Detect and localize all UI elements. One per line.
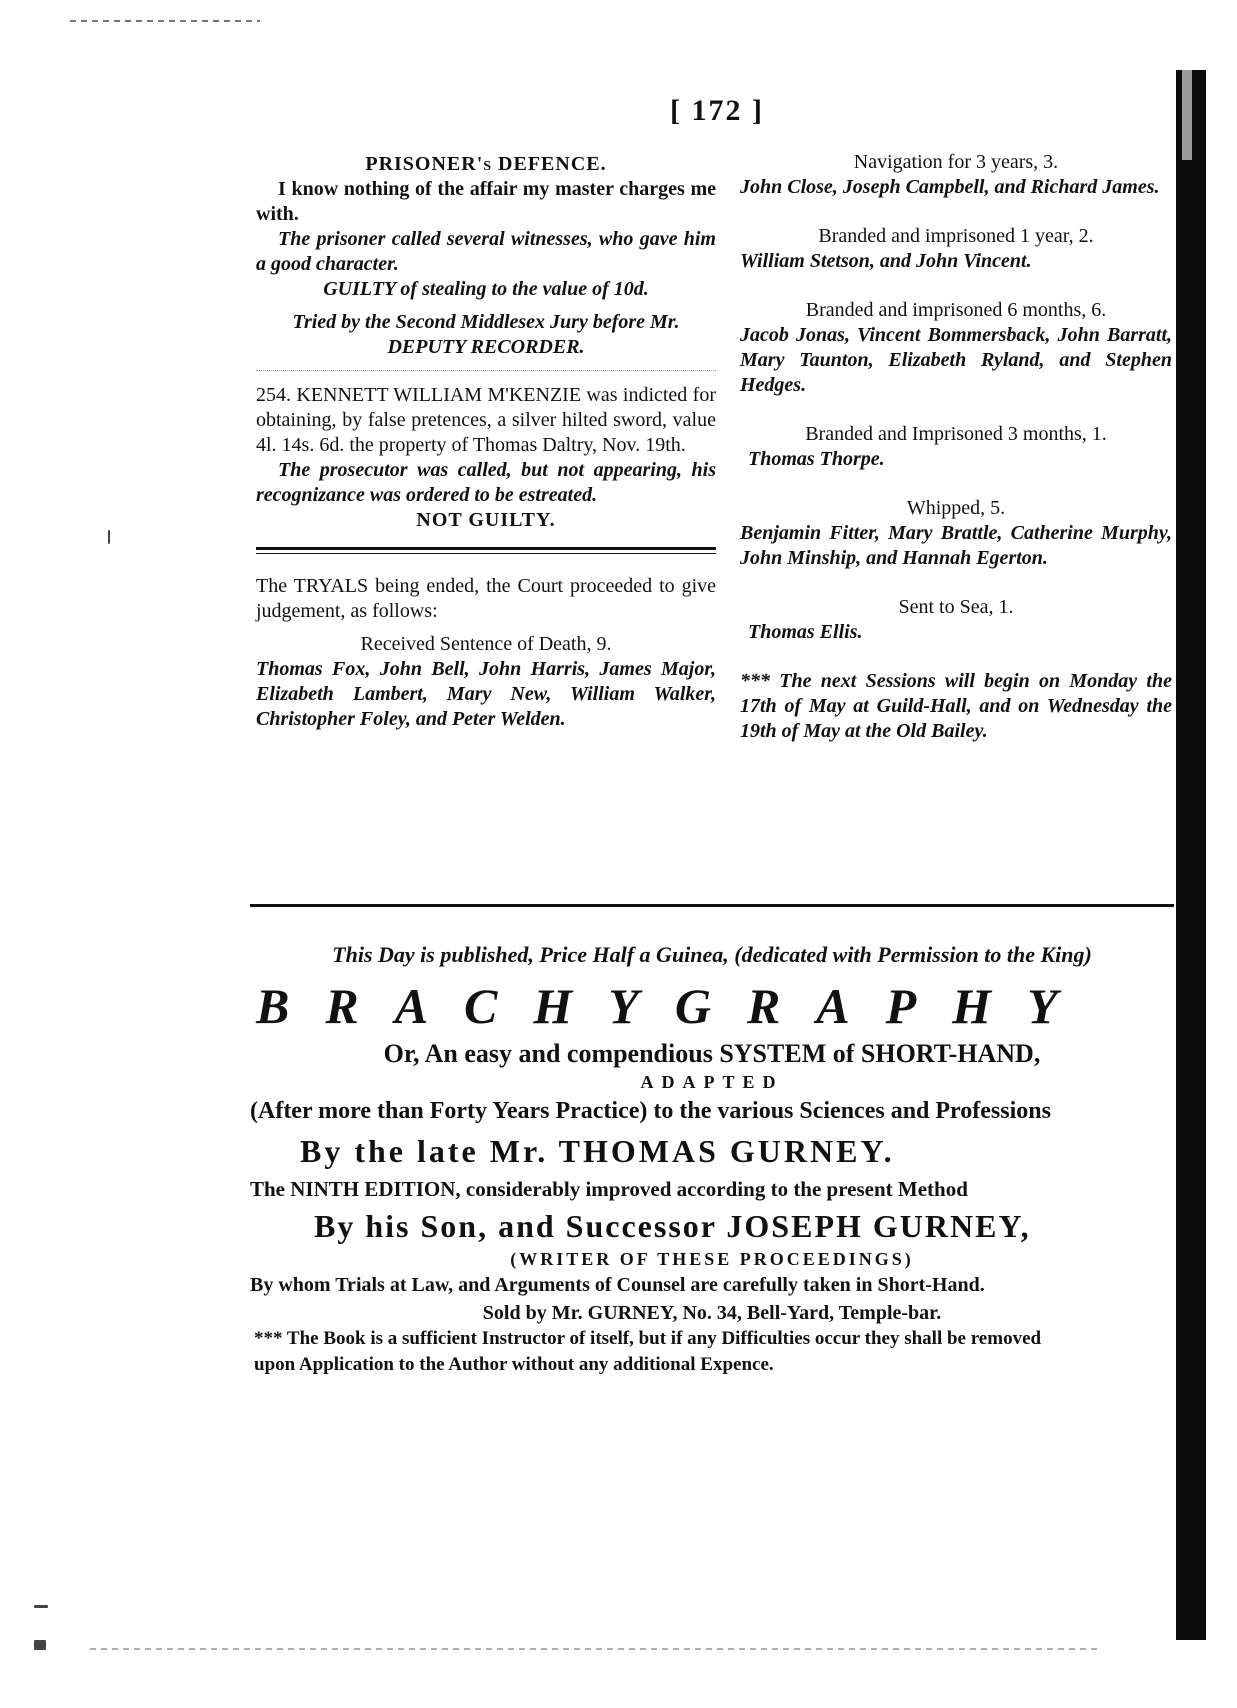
- ad-note: *** The Book is a sufficient Instructor of itself, but if any Difficulties occur they shall be removed upon Application to the Author without any additional Expence.: [254, 1328, 1042, 1375]
- scan-noise-top: [70, 20, 260, 22]
- branded-6mo-heading: Branded and imprisoned 6 months, 6.: [805, 299, 1107, 321]
- ad-writer: (WRITER OF THESE PROCEEDINGS): [510, 1249, 914, 1269]
- scan-speck: [34, 1605, 48, 1608]
- ad-adapted: ADAPTED: [640, 1072, 784, 1092]
- scan-noise-bottom: [90, 1648, 1100, 1650]
- verdict-text: GUILTY of stealing to the value of 10d.: [323, 278, 649, 300]
- ad-subtitle: Or, An easy and compendious SYSTEM of SHORT-HAND,: [383, 1039, 1041, 1068]
- section-divider: [256, 360, 716, 371]
- navigation-heading: Navigation for 3 years, 3.: [853, 151, 1059, 173]
- sent-to-sea-heading: Sent to Sea, 1.: [898, 596, 1014, 618]
- ad-dedication: This Day is published, Price Half a Guinea, (dedicated with Permission to the King): [332, 942, 1092, 967]
- left-column: [256, 152, 716, 732]
- ad-author: By the late Mr. THOMAS GURNEY.: [300, 1133, 895, 1169]
- not-guilty-verdict: NOT GUILTY.: [416, 509, 556, 531]
- branded-3mo-heading: Branded and Imprisoned 3 months, 1.: [805, 423, 1107, 445]
- advertisement: [250, 940, 1174, 1378]
- whipped-names: Benjamin Fitter, Mary Brattle, Catherine Murphy, John Minship, and Hannah Egerton.: [740, 522, 1172, 569]
- column-end-rule: [256, 547, 716, 554]
- death-sentence-names: Thomas Fox, John Bell, John Harris, James Major, Elizabeth Lambert, Mary New, William Walker, Christopher Foley, and Peter Welden.: [256, 658, 716, 730]
- scan-speck: [108, 530, 110, 544]
- branded-6mo-names: Jacob Jonas, Vincent Bommersback, John Barratt, Mary Taunton, Elizabeth Ryland, and Stephen Hedges.: [740, 324, 1172, 396]
- defence-heading: PRISONER's DEFENCE.: [365, 153, 607, 175]
- branded-1yr-names: William Stetson, and John Vincent.: [740, 250, 1032, 272]
- navigation-names: John Close, Joseph Campbell, and Richard James.: [740, 176, 1160, 198]
- tryals-ended-text: The TRYALS being ended, the Court proceeded to give judgement, as follows:: [256, 575, 716, 622]
- branded-1yr-heading: Branded and imprisoned 1 year, 2.: [818, 225, 1094, 247]
- right-column: [740, 150, 1172, 744]
- death-sentence-heading: Received Sentence of Death, 9.: [360, 633, 612, 655]
- case-254-text: 254. KENNETT WILLIAM M'KENZIE was indicted for obtaining, by false pretences, a silver hilted sword, value 4l. 14s. 6d. the property of Thomas Daltry, Nov. 19th.: [256, 384, 716, 456]
- ad-trials: By whom Trials at Law, and Arguments of Counsel are carefully taken in Short-Hand.: [250, 1274, 985, 1296]
- witnesses-text: The prisoner called several witnesses, who gave him a good character.: [256, 228, 716, 275]
- ad-title: BRACHYGRAPHY: [256, 978, 1094, 1034]
- defence-text: I know nothing of the affair my master charges me with.: [256, 178, 716, 225]
- ad-after-practice: (After more than Forty Years Practice) to the various Sciences and Professions: [250, 1098, 1051, 1124]
- branded-3mo-names: Thomas Thorpe.: [748, 448, 885, 470]
- scan-speck: [34, 1640, 46, 1650]
- prosecutor-text: The prosecutor was called, but not appearing, his recognizance was ordered to be estreated.: [256, 459, 716, 506]
- next-sessions-notice: *** The next Sessions will begin on Monday the 17th of May at Guild-Hall, and on Wednesday the 19th of May at the Old Bailey.: [740, 670, 1172, 742]
- scan-shadow-highlight: [1182, 70, 1192, 160]
- advertisement-divider: [250, 904, 1174, 907]
- scan-shadow-bar: [1176, 70, 1206, 1640]
- ad-successor: By his Son, and Successor JOSEPH GURNEY,: [314, 1208, 1031, 1244]
- ad-sold-by: Sold by Mr. GURNEY, No. 34, Bell-Yard, Temple-bar.: [482, 1302, 942, 1324]
- page-number: [ 172 ]: [670, 94, 764, 127]
- tried-by-text: Tried by the Second Middlesex Jury before Mr. DEPUTY RECORDER.: [292, 311, 680, 358]
- ad-edition: The NINTH EDITION, considerably improved according to the present Method: [250, 1177, 968, 1201]
- whipped-heading: Whipped, 5.: [906, 497, 1006, 519]
- sent-to-sea-names: Thomas Ellis.: [748, 621, 863, 643]
